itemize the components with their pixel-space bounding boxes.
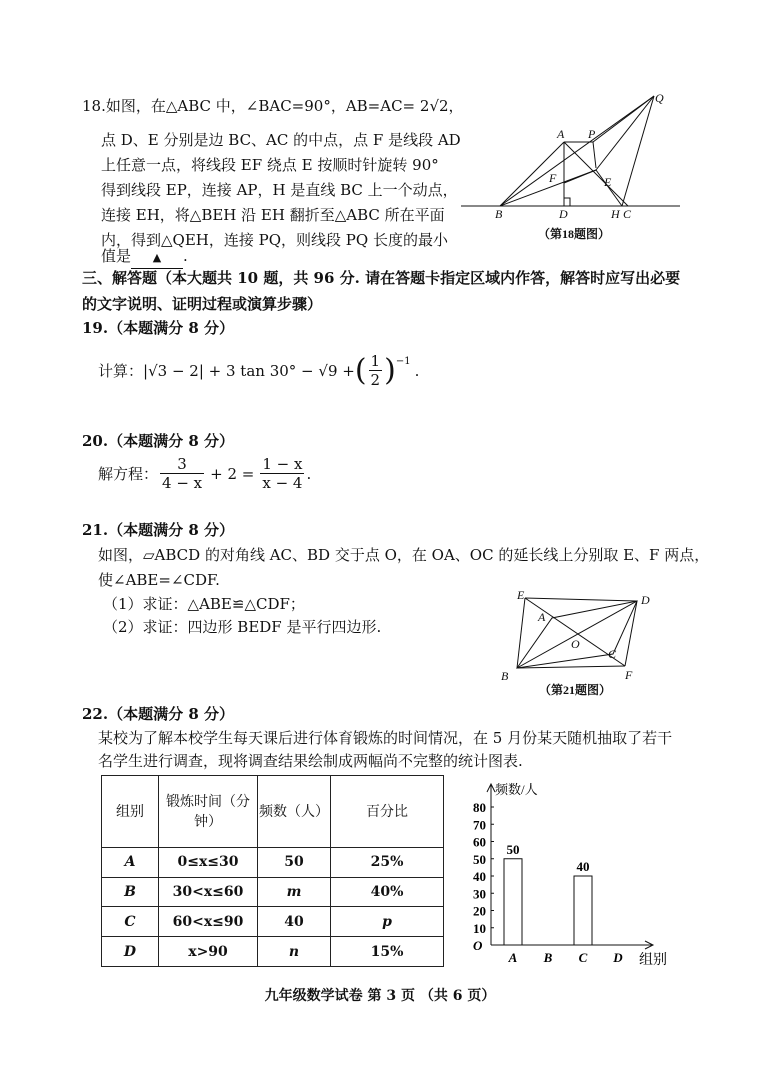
table-cell: 40% (331, 877, 444, 907)
section3-line-2: 的文字说明、证明过程或演算步骤） (82, 295, 323, 313)
table-cell: 60<x≤90 (159, 907, 258, 937)
seg-qh (622, 96, 654, 206)
q18-figure (458, 88, 688, 248)
q21-line-1: 如图，▱ABCD 的对角线 AC、BD 交于点 O，在 OA、OC 的延长线上分别取 E、F 两点， (98, 546, 710, 564)
bar-data-label: 50 (506, 841, 520, 857)
seg-pe (593, 142, 596, 168)
table-header-row (102, 776, 444, 848)
q20-equation: 解方程： $\frac{3}{4 - x}$ + 2 = $\frac{1 - x}{x - 4}$ . (98, 455, 312, 492)
q21-caption: （第21题图） (539, 683, 612, 697)
q18-line-4: 得到线段 EP，连接 AP，H 是直线 BC 上一个动点， (101, 181, 458, 199)
table-row (102, 877, 444, 907)
q18-line-5: 连接 EH，将△BEH 沿 EH 翻折至△ABC 所在平面 (101, 206, 445, 224)
label-f: F (625, 668, 633, 682)
q18-line-6: 内，得到△QEH，连接 PQ，则线段 PQ 长度的最小 (101, 231, 448, 249)
x-tick-label: D (613, 950, 623, 965)
q19-expression: 计算： |√3 − 2| + 3 tan 30° − √9 + ( $\frac{1}{2}$ ) $^{-1}$ . (98, 352, 420, 389)
y-tick-label: 80 (473, 800, 486, 815)
bar (574, 876, 592, 945)
table-cell: 30<x≤60 (159, 877, 258, 907)
table-cell: m (258, 877, 331, 907)
q20-header: 20.（本题满分 8 分） (82, 432, 234, 450)
label-c: C (608, 647, 617, 661)
table-cell: B (102, 877, 159, 907)
table-cell: 15% (331, 937, 444, 967)
x-tick-label: B (543, 950, 553, 965)
y-axis-label: 频数/人 (495, 782, 538, 797)
table-header: 锻炼时间（分钟） (159, 776, 258, 848)
q18-line-3: 上任意一点，将线段 EF 绕点 E 按顺时针旋转 90° (101, 156, 439, 174)
q22-line-2: 名学生进行调查，现将调查结果绘制成两幅尚不完整的统计图表. (98, 752, 523, 770)
table-cell: C (102, 907, 159, 937)
table-cell: D (102, 937, 159, 967)
x-axis-label: 组别 (639, 953, 667, 968)
y-tick-label: 70 (473, 817, 486, 833)
q21-part-2: （2）求证：四边形 BEDF 是平行四边形. (103, 618, 382, 636)
table-header: 百分比 (331, 776, 444, 848)
bar (504, 859, 522, 945)
q18-line-1: 18.如图，在△ABC 中，∠BAC=90°，AB=AC= 2√2， (82, 97, 464, 115)
q21-part-1: （1）求证：△ABE≌△CDF； (103, 595, 305, 613)
answer-mark: ▲ (152, 251, 162, 264)
q18-line-7: 值是 ▲ . (101, 246, 188, 269)
bar-chart (455, 772, 690, 970)
table-header: 频数（人） (258, 776, 331, 848)
origin-label: O (473, 938, 483, 953)
y-tick-label: 60 (473, 834, 486, 850)
q21-header: 21.（本题满分 8 分） (82, 521, 234, 539)
table-cell: 25% (331, 847, 444, 877)
label-f: F (549, 171, 557, 185)
table-cell: 40 (258, 907, 331, 937)
table-cell: p (331, 907, 444, 937)
label-e: E (604, 175, 612, 189)
q21-figure (495, 588, 660, 700)
seg-be (500, 170, 596, 206)
y-tick-label: 10 (473, 920, 486, 936)
label-a: A (557, 127, 565, 141)
label-a: A (538, 610, 546, 624)
y-tick-label: 20 (473, 903, 486, 919)
label-h: H (611, 207, 620, 221)
table-cell: 0≤x≤30 (159, 847, 258, 877)
right-angle-mark (564, 198, 570, 206)
q20-lhs-fraction: $\frac{3}{4 - x}$ (162, 455, 203, 492)
label-p: P (588, 127, 596, 141)
label-e: E (517, 588, 525, 602)
y-tick-label: 30 (473, 886, 486, 902)
label-q: Q (655, 91, 664, 105)
x-tick-label: C (578, 950, 588, 965)
seg-ac (564, 142, 628, 206)
seg-bf (517, 666, 625, 668)
label-d: D (641, 593, 650, 607)
bar-data-label: 40 (576, 859, 590, 874)
diag-bd (517, 601, 637, 668)
table-cell: n (258, 937, 331, 967)
q19-header: 19.（本题满分 8 分） (82, 319, 234, 337)
frequency-table (101, 775, 444, 967)
label-b: B (495, 207, 503, 221)
q19-fraction: $\frac{1}{2}$ (370, 352, 381, 389)
label-o: O (571, 637, 580, 651)
table-row (102, 907, 444, 937)
label-d: D (559, 207, 568, 221)
table-cell: A (102, 847, 159, 877)
table-cell: x>90 (159, 937, 258, 967)
x-tick-label: A (508, 950, 518, 965)
page-footer: 九年级数学试卷 第 3 页 （共 6 页） (264, 988, 496, 1004)
table-cell: 50 (258, 847, 331, 877)
seg-ed (525, 598, 637, 601)
y-tick-label: 50 (473, 851, 486, 867)
q18-line-2: 点 D、E 分别是边 BC、AC 的中点，点 F 是线段 AD (101, 131, 461, 149)
table-row (102, 847, 444, 877)
label-b: B (501, 669, 509, 683)
label-c: C (623, 207, 632, 221)
seg-df (625, 601, 637, 666)
q22-line-1: 某校为了解本校学生每天课后进行体育锻炼的时间情况，在 5 月份某天随机抽取了若干 (98, 729, 673, 747)
q20-rhs-fraction: $\frac{1 - x}{x - 4}$ (262, 455, 303, 492)
answer-blank (131, 246, 183, 269)
q21-line-2: 使∠ABE=∠CDF. (98, 571, 220, 589)
section3-line-1: 三、解答题（本大题共 10 题，共 96 分. 请在答题卡指定区域内作答，解答时应写出必要 (82, 269, 681, 287)
seg-bq (500, 96, 654, 206)
table-header: 组别 (102, 776, 159, 848)
table-row (102, 937, 444, 967)
y-tick-label: 40 (473, 869, 486, 884)
q22-header: 22.（本题满分 8 分） (82, 705, 234, 723)
q18-caption: （第18题图） (538, 227, 611, 241)
